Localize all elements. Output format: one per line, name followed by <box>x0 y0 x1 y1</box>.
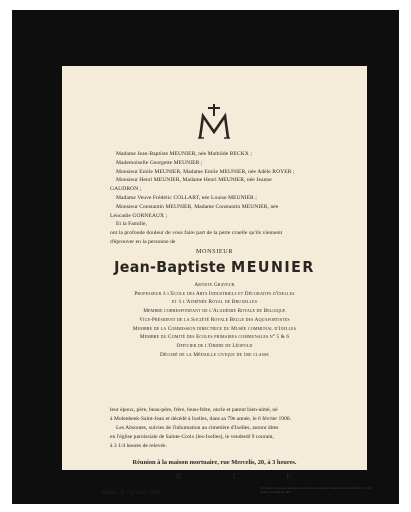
body-line: leur époux, père, beau-père, frère, beau-frère, oncle et parent bien-aimé, né <box>110 407 278 413</box>
rip-letter: I. <box>232 472 242 481</box>
deceased-name <box>74 258 355 276</box>
honorific: MONSIEUR <box>195 248 234 255</box>
deceased-titles <box>62 281 367 359</box>
mourning-card-border <box>12 10 399 504</box>
sender-line: GAUDRON ; <box>110 186 142 193</box>
rip-line <box>176 472 296 481</box>
announcement-line: d'éprouver en la personne de <box>110 238 176 245</box>
sender-line: Madame Jean-Baptiste MEUNIER, née Mathilde BECKX ; <box>116 151 252 157</box>
body-line: à 3 1/4 heures de relevée. <box>110 442 167 449</box>
sender-line: Monsieur Constantin MEUNIER, Madame Constantin MEUNIER, née <box>116 203 279 210</box>
title-line: Artiste Graveur <box>194 282 235 288</box>
deceased-last-name: MEUNIER <box>231 258 315 276</box>
rip-letter: R. <box>176 472 188 481</box>
sender-line: Monsieur Henri MEUNIER, Madame Henri MEUNIER, née Jeanne <box>116 177 272 184</box>
family-senders-list <box>110 150 364 247</box>
printer-imprint: Ve Victor Godenne, entreprise générale des pompes funèbres rue Malibran, 55-59, Ixelles. Téléphone 837 <box>260 486 372 495</box>
notice-body <box>110 406 368 451</box>
sender-line: Mademoiselle Georgette MEUNIER ; <box>116 159 203 166</box>
title-line: Membre de la Commission directrice du Musée communal d'Ixelles <box>132 325 297 332</box>
gathering-notice: Réunion à la maison mortuaire, rue Mercelis, 20, à 3 heures. <box>132 459 297 466</box>
death-notice <box>62 66 372 496</box>
title-line: Décoré de la Médaille civique de 1re classe <box>160 351 269 358</box>
title-line: Membre du Comité des Ecoles primaires communales n° 5 & 6 <box>139 334 290 341</box>
title-line: Professeur à l'Ecole des Arts Industriels et Décoratifs d'Ixelles <box>134 290 295 297</box>
title-line: Vice-Président de la Société Royale Belge des Aquafortistes <box>139 316 290 323</box>
cross-monogram-icon <box>194 102 234 142</box>
deceased-first-name: Jean-Baptiste <box>114 258 226 276</box>
rip-letter: P. <box>286 472 296 481</box>
announcement-line: ont la profonde douleur de vous faire part de la perte cruelle qu'ils viennent <box>110 230 283 237</box>
body-line: à Molenbeek-Saint-Jean et décédé à Ixelles, dans sa 79e année, le 6 février 1900. <box>110 415 292 422</box>
title-line: Membre correspondant de l'Académie Royale de Belgique <box>143 308 286 315</box>
sender-line: Monsieur Emile MEUNIER, Madame Emile MEUNIER, née Adèle ROYER ; <box>116 168 295 175</box>
body-line: Les Absoutes, suivies de l'inhumation au cimetière d'Ixelles, auront dites <box>116 424 279 431</box>
sender-line: Madame Veuve Frédéric COLLART, née Louise MEUNIER ; <box>116 194 257 201</box>
sender-line: Et la Famille, <box>116 221 147 228</box>
title-line: Officier de l'Ordre de Léopold <box>176 342 253 349</box>
body-line: en l'église paroissiale de Sainte-Croix (les-Ixelles), le vendredi 9 courant, <box>110 433 274 440</box>
sender-line: Léocadie GORNEAUX ; <box>110 212 168 219</box>
title-line: et à l'Athénée Royal de Bruxelles <box>171 299 258 306</box>
place-date: Ixelles, le 7 février 1900. <box>102 490 162 496</box>
